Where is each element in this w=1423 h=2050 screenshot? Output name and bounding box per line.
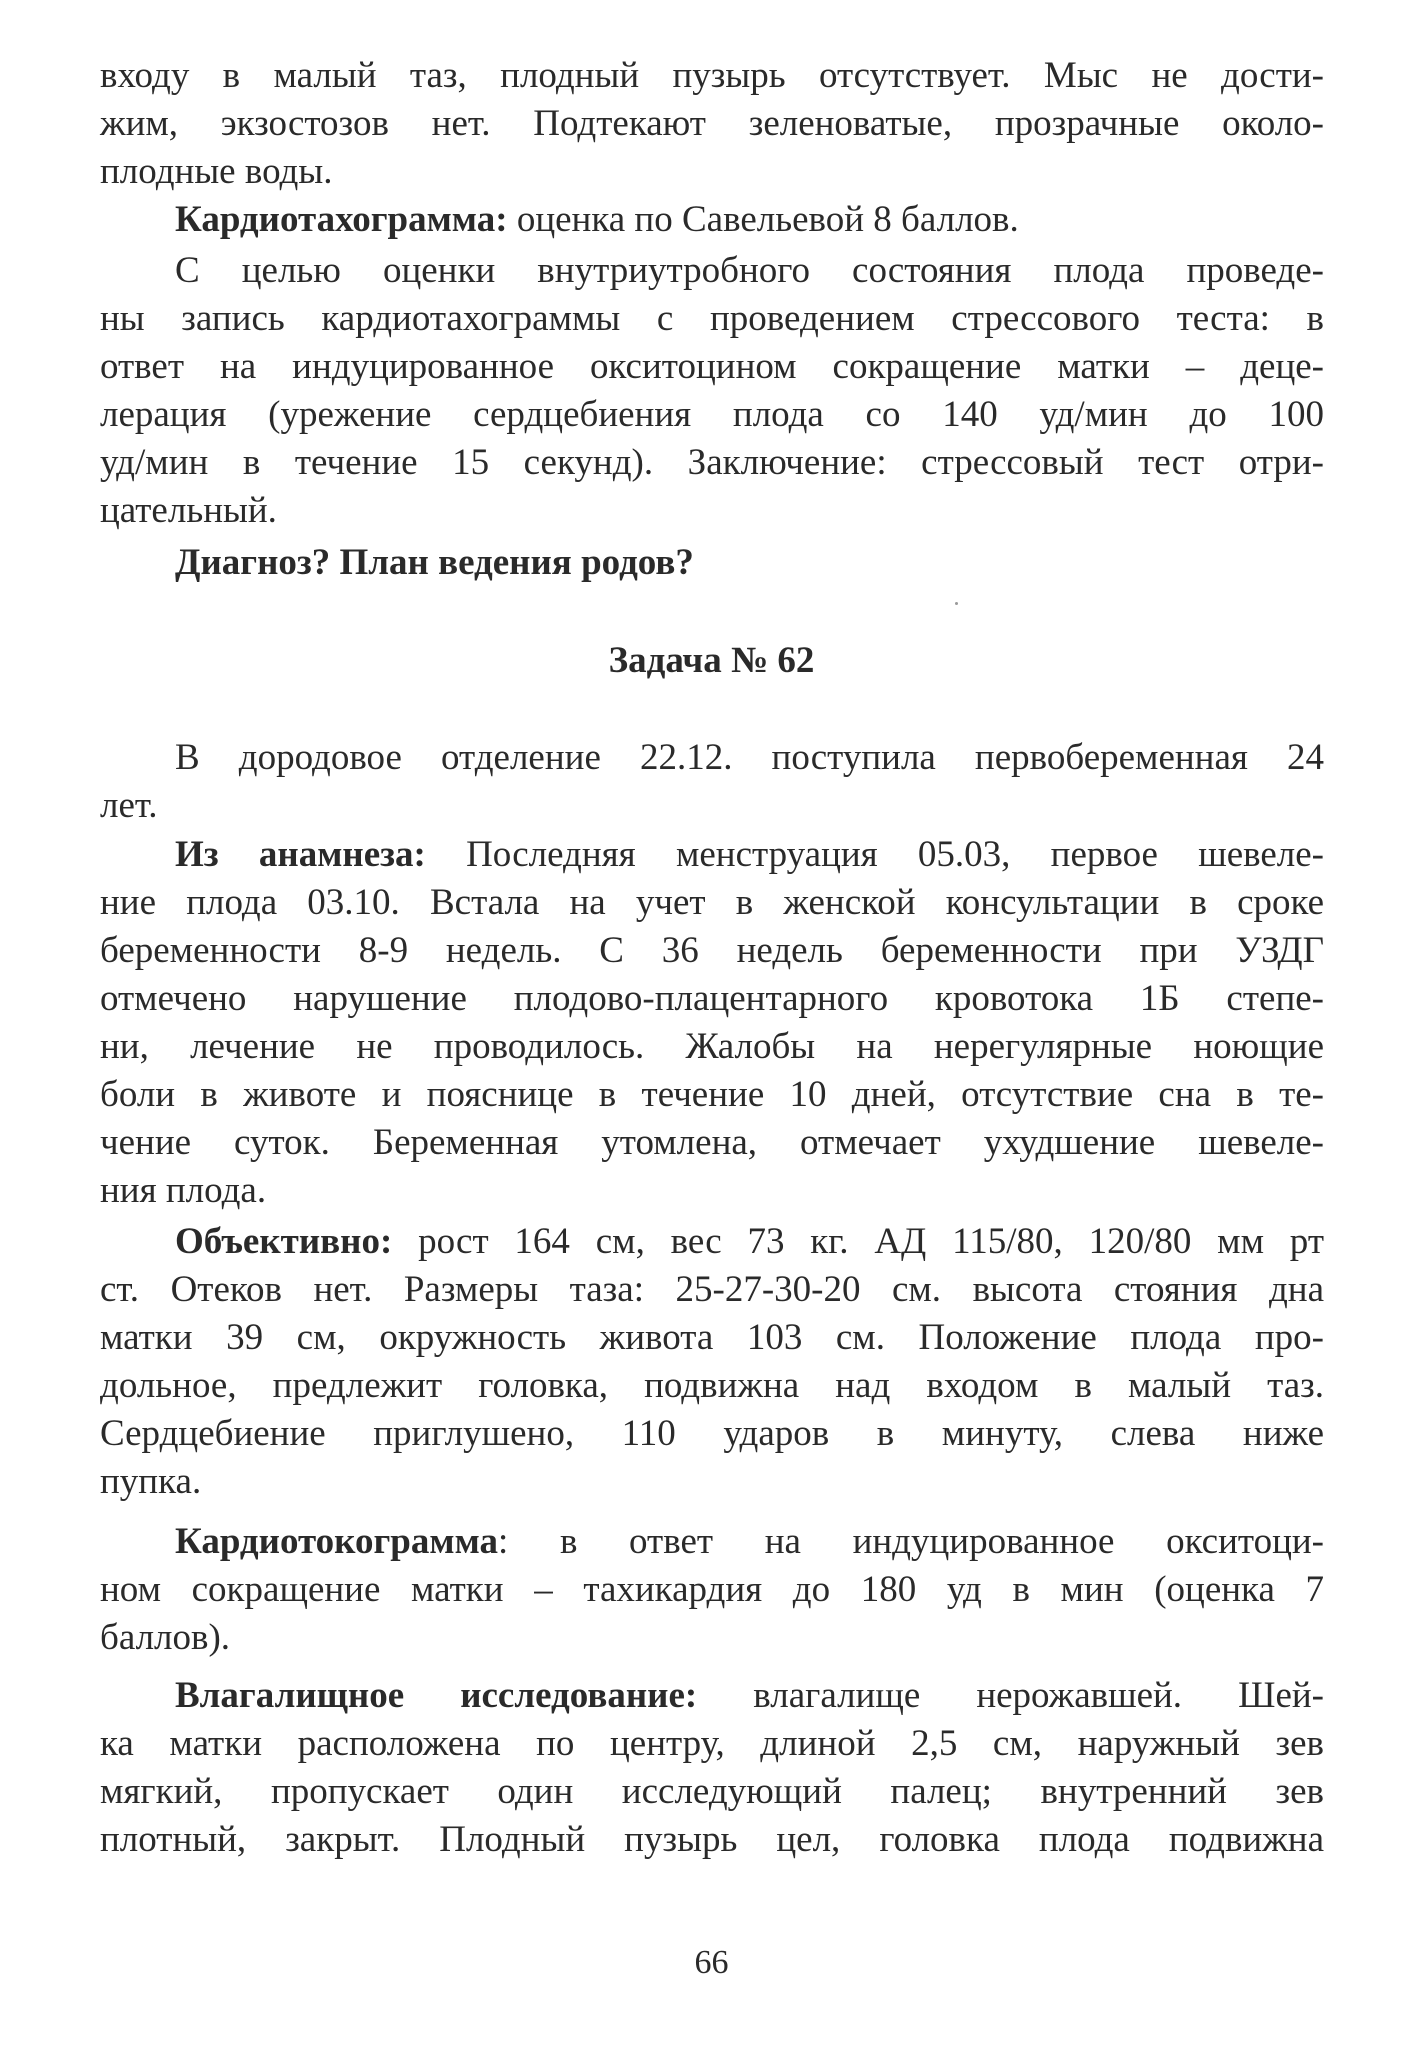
text-line: плодные воды.: [100, 151, 333, 192]
text-line: ния плода.: [100, 1170, 267, 1211]
text-line: отмечено нарушение плодово-плацентарного кровотока 1Б степе-: [100, 978, 1324, 1019]
question-line: Диагноз? План ведения родов?: [175, 542, 694, 583]
text-line: жим, экзостозов нет. Подтекают зеленоватые, прозрачные около-: [100, 103, 1324, 144]
text-line: дольное, предлежит головка, подвижна над входом в малый таз.: [100, 1365, 1324, 1406]
text-line: ние плода 03.10. Встала на учет в женской консультации в сроке: [100, 882, 1324, 923]
text-line: ни, лечение не проводилось. Жалобы на нерегулярные ноющие: [100, 1026, 1324, 1067]
vaginal-text: влагалище нерожавшей. Шей-: [697, 1675, 1325, 1716]
ctg2-label: Кардиотокограмма: [175, 1521, 499, 1562]
text-line: ка матки расположена по центру, длиной 2,5 см, наружный зев: [100, 1723, 1324, 1764]
scan-speck: [955, 602, 958, 605]
objective-label: Объективно:: [175, 1221, 393, 1262]
text-line: ны запись кардиотахограммы с проведением стрессового теста: в: [100, 298, 1324, 339]
ctg2-text: : в ответ на индуцированное окситоци-: [498, 1521, 1324, 1562]
objective-line: [175, 1218, 1324, 1266]
task-heading: Задача № 62: [608, 640, 815, 681]
text-line: уд/мин в течение 15 секунд). Заключение: стрессовый тест отри-: [100, 442, 1324, 483]
text-line: беременности 8-9 недель. С 36 недель беременности при УЗДГ: [100, 930, 1324, 971]
text-line: чение суток. Беременная утомлена, отмечает ухудшение шевеле-: [100, 1122, 1324, 1163]
anamnesis-line: [175, 831, 1324, 879]
text-line: ответ на индуцированное окситоцином сокращение матки – деце-: [100, 346, 1324, 387]
page-number: 66: [694, 1944, 729, 1981]
text-line: цательный.: [100, 490, 277, 531]
ctg2-line: [175, 1518, 1324, 1566]
text-line: матки 39 см, окружность живота 103 см. Положение плода про-: [100, 1317, 1324, 1358]
text-line: лет.: [100, 785, 158, 826]
text-line: ном сокращение матки – тахикардия до 180 уд в мин (оценка 7: [100, 1569, 1324, 1610]
text-line: входу в малый таз, плодный пузырь отсутствует. Мыс не дости-: [100, 55, 1324, 96]
ctg-label: Кардиотахограмма:: [175, 199, 508, 240]
text-line: баллов).: [100, 1617, 231, 1658]
text-line: боли в животе и пояснице в течение 10 дней, отсутствие сна в те-: [100, 1074, 1324, 1115]
objective-text: рост 164 см, вес 73 кг. АД 115/80, 120/80 мм рт: [392, 1221, 1324, 1262]
text-line: В дородовое отделение 22.12. поступила первобеременная 24: [175, 737, 1324, 778]
anamnesis-text: Последняя менструация 05.03, первое шевеле-: [425, 834, 1324, 875]
ctg-text: оценка по Савельевой 8 баллов.: [507, 199, 1019, 240]
text-line: ст. Отеков нет. Размеры таза: 25-27-30-20 см. высота стояния дна: [100, 1269, 1324, 1310]
text-line: Сердцебиение приглушено, 110 ударов в минуту, слева ниже: [100, 1413, 1324, 1454]
ctg-line: [175, 196, 1324, 244]
text-line: лерация (урежение сердцебиения плода со 140 уд/мин до 100: [100, 394, 1324, 435]
anamnesis-label: Из анамнеза:: [175, 834, 426, 875]
vaginal-label: Влагалищное исследование:: [175, 1675, 698, 1716]
text-line: С целью оценки внутриутробного состояния плода проведе-: [175, 250, 1324, 291]
text-line: пупка.: [100, 1461, 202, 1502]
text-line: плотный, закрыт. Плодный пузырь цел, головка плода подвижна: [100, 1819, 1324, 1860]
text-line: мягкий, пропускает один исследующий палец; внутренний зев: [100, 1771, 1324, 1812]
vaginal-line: [175, 1672, 1324, 1720]
